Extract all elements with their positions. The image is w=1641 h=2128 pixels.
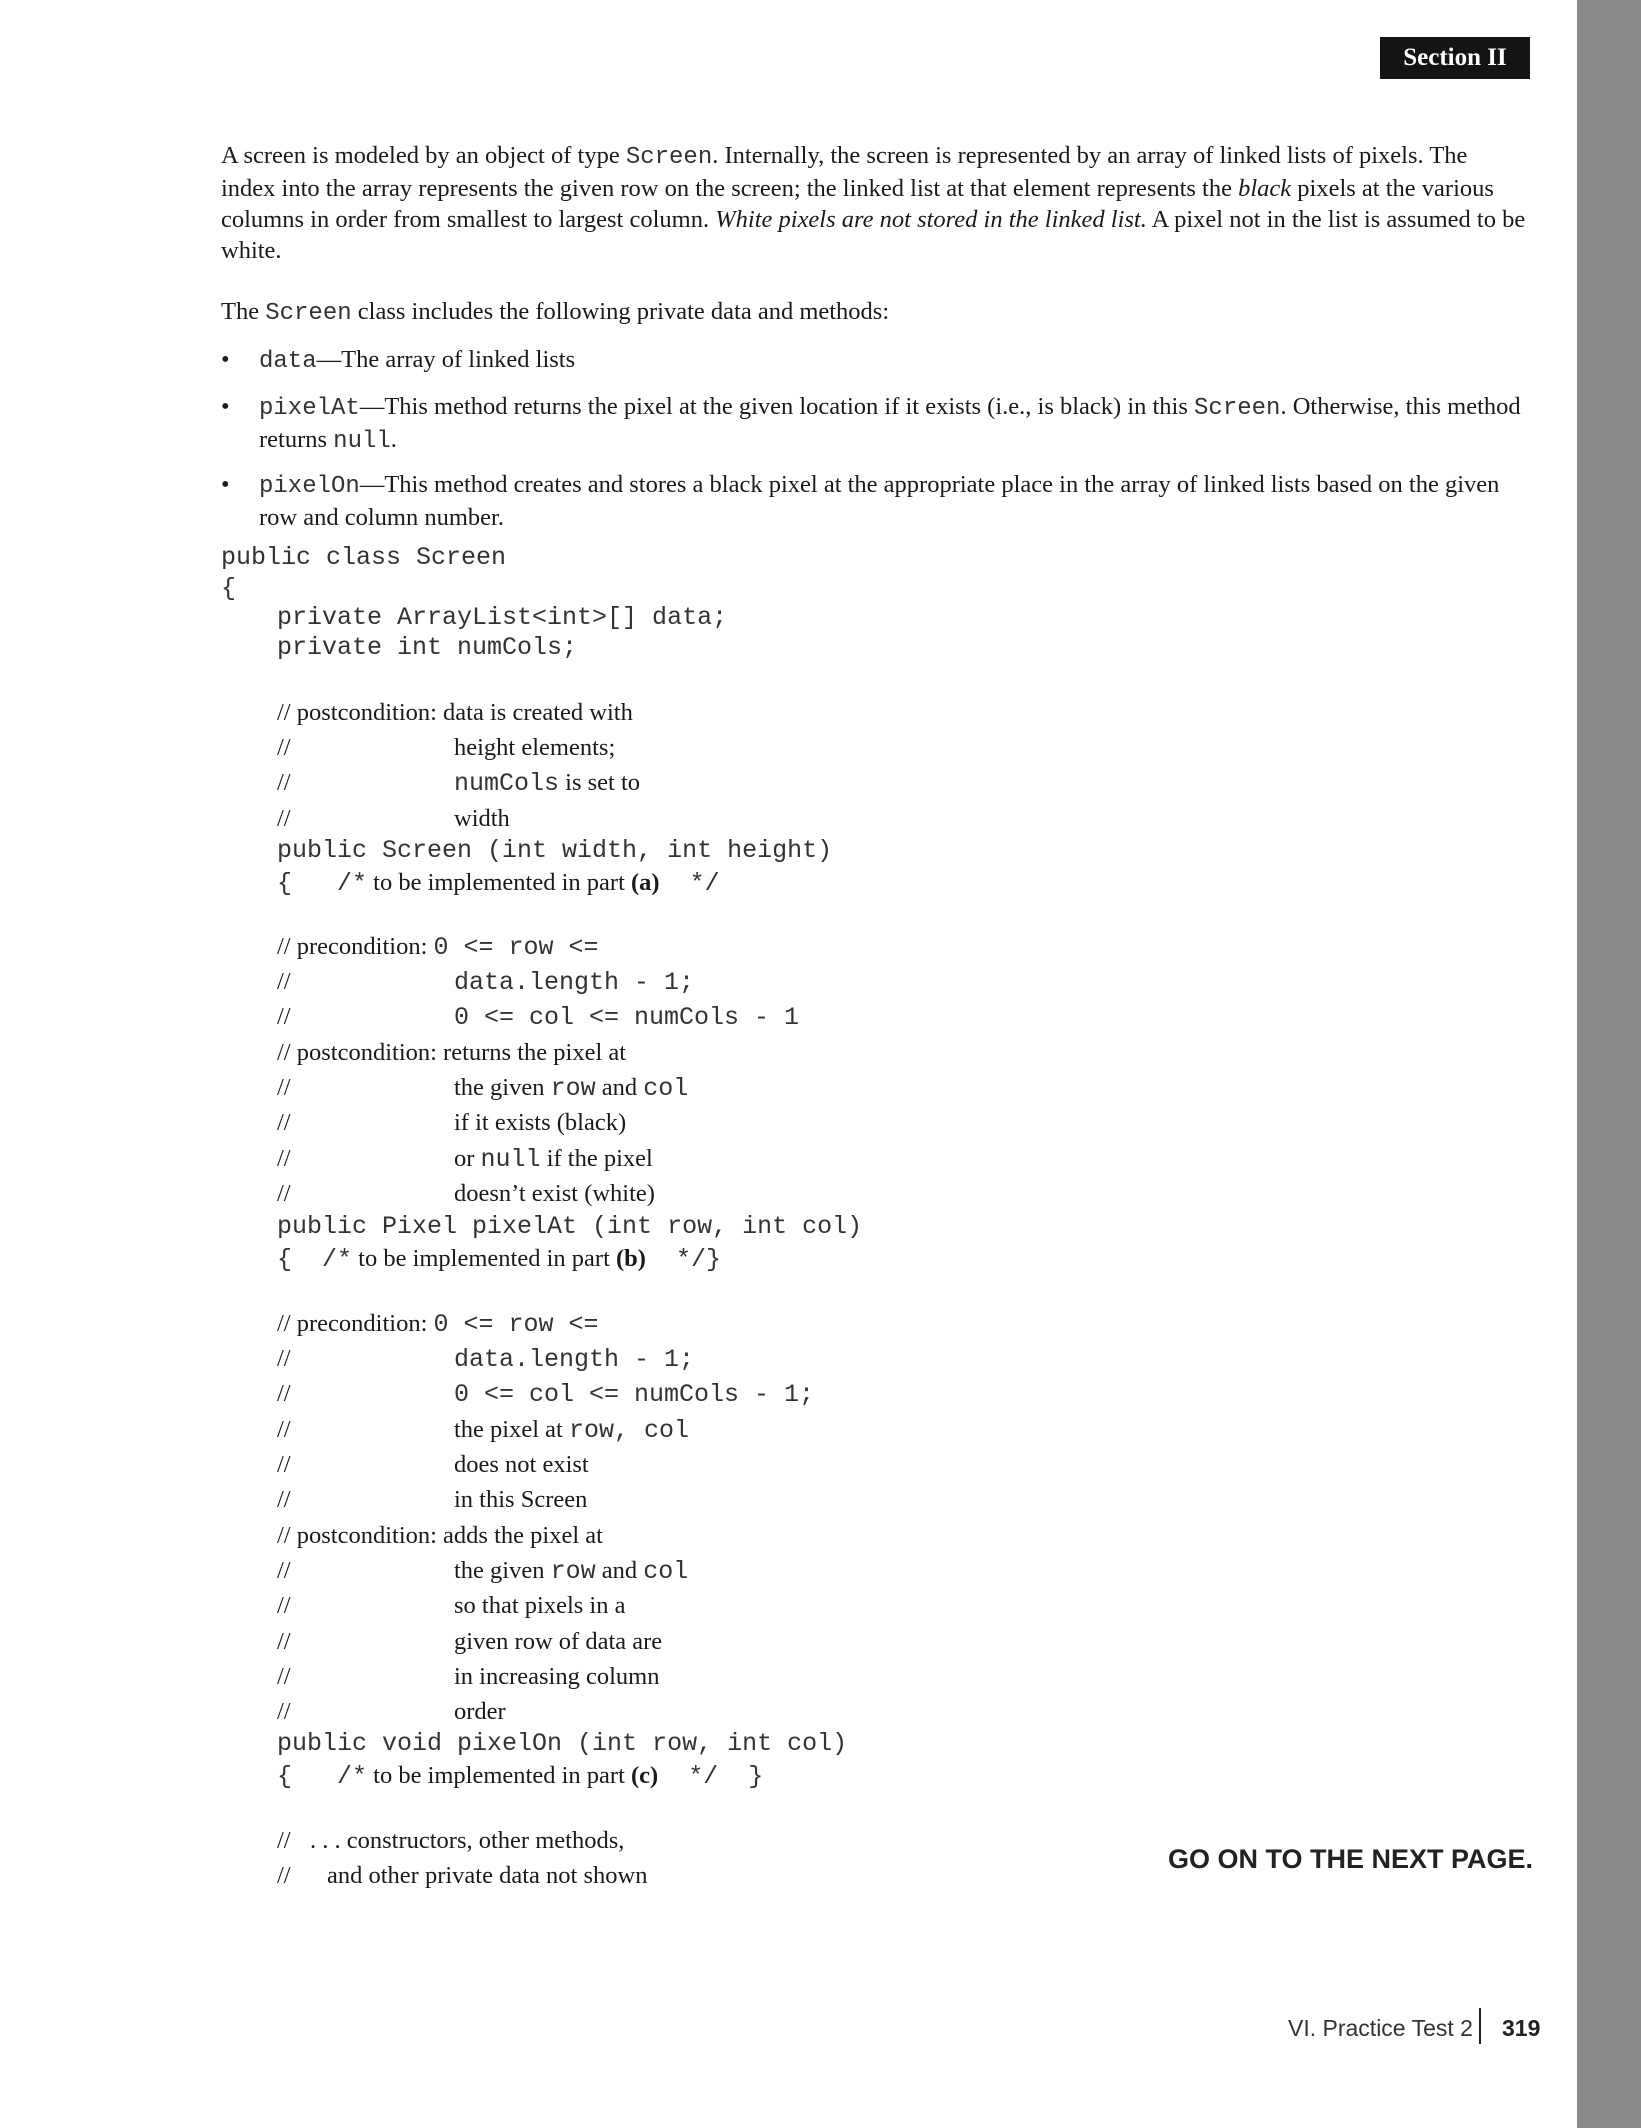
comment-line: the given row and col bbox=[454, 1557, 689, 1586]
comment-slash: // bbox=[277, 1109, 291, 1136]
comment-line: the given row and col bbox=[454, 1074, 689, 1103]
code-field-numcols: private int numCols; bbox=[277, 633, 578, 662]
code-class-decl: public class Screen bbox=[221, 543, 507, 572]
comment-slash: // bbox=[277, 1180, 291, 1207]
comment-slash: // bbox=[277, 1416, 291, 1443]
code-pixelon-sig: public void pixelOn (int row, int col) bbox=[277, 1729, 848, 1758]
comment-line: // postcondition: adds the pixel at bbox=[277, 1522, 603, 1549]
comment-line: order bbox=[454, 1698, 506, 1725]
comment-slash: // bbox=[277, 1698, 291, 1725]
comment-line: // postcondition: data is created with bbox=[277, 699, 633, 726]
comment-line: in increasing column bbox=[454, 1663, 660, 1690]
comment-line: 0 <= col <= numCols - 1; bbox=[454, 1380, 815, 1409]
comment-slash: // bbox=[277, 1345, 291, 1372]
comment-slash: // bbox=[277, 1380, 291, 1407]
comment-line: given row of data are bbox=[454, 1628, 663, 1655]
comment-slash: // bbox=[277, 1557, 291, 1584]
code-pixelat-sig: public Pixel pixelAt (int row, int col) bbox=[277, 1212, 863, 1241]
comment-slash: // bbox=[277, 968, 291, 995]
comment-slash: // bbox=[277, 1074, 291, 1101]
comment-slash: // bbox=[277, 734, 291, 761]
bullet-pixelat: • pixelAt—This method returns the pixel at the given location if it exists (i.e., is black) in this Screen. Otherwise, this method returns null. bbox=[221, 393, 1521, 455]
comment-line: numCols is set to bbox=[454, 769, 641, 798]
code-constructor-body: { /* to be implemented in part (a) */ bbox=[277, 869, 720, 898]
comment-slash: // bbox=[277, 1592, 291, 1619]
comment-line: // precondition: 0 <= row <= bbox=[277, 933, 599, 962]
comment-line: 0 <= col <= numCols - 1 bbox=[454, 1003, 800, 1032]
comment-line: does not exist bbox=[454, 1451, 589, 1478]
code-pixelat-body: { /* to be implemented in part (b) */} bbox=[277, 1245, 721, 1274]
intro-paragraph: A screen is modeled by an object of type Screen. Internally, the screen is represented by an array of linked lists of pixels. The index into the array represents the given row on the screen; the linked list at that element represents the black pixels at the various columns in order from smallest to largest column. White pixels are not stored in the linked list. A pixel not in the list is assumed to be white. bbox=[221, 142, 1526, 264]
page-number: 319 bbox=[1502, 2015, 1541, 2041]
comment-line: doesn’t exist (white) bbox=[454, 1180, 655, 1207]
comment-slash: // bbox=[277, 1827, 291, 1854]
comment-line: or null if the pixel bbox=[454, 1145, 653, 1174]
comment-slash: // bbox=[277, 1145, 291, 1172]
comment-line: // postcondition: returns the pixel at bbox=[277, 1039, 627, 1066]
bullet-data: • data—The array of linked lists bbox=[221, 346, 576, 375]
comment-line: data.length - 1; bbox=[454, 968, 695, 997]
comment-line: height elements; bbox=[454, 734, 616, 761]
comment-slash: // bbox=[277, 1628, 291, 1655]
comment-slash: // bbox=[277, 1451, 291, 1478]
comment-line: // precondition: 0 <= row <= bbox=[277, 1310, 599, 1339]
comment-line: if it exists (black) bbox=[454, 1109, 627, 1136]
code-open-brace: { bbox=[221, 574, 237, 603]
comment-line: in this Screen bbox=[454, 1486, 588, 1513]
comment-line: width bbox=[454, 805, 510, 832]
comment-line: so that pixels in a bbox=[454, 1592, 626, 1619]
bullet-pixelon: • pixelOn—This method creates and stores a black pixel at the appropriate place in the array of linked lists based on the given row and column number. bbox=[221, 471, 1500, 531]
footer-divider bbox=[1479, 2008, 1481, 2044]
code-constructor-sig: public Screen (int width, int height) bbox=[277, 836, 833, 865]
comment-slash: // bbox=[277, 1003, 291, 1030]
go-on-next-page: GO ON TO THE NEXT PAGE. bbox=[1168, 1844, 1534, 1874]
class-description: The Screen class includes the following private data and methods: bbox=[221, 298, 890, 327]
comment-slash: // bbox=[277, 1486, 291, 1513]
comment-slash: // bbox=[277, 805, 291, 832]
comment-line: data.length - 1; bbox=[454, 1345, 695, 1374]
comment-slash: // bbox=[277, 1663, 291, 1690]
section-tab: Section II bbox=[1380, 37, 1530, 79]
comment-line: the pixel at row, col bbox=[454, 1416, 690, 1445]
comment-slash: // bbox=[277, 1862, 291, 1889]
code-field-data: private ArrayList<int>[] data; bbox=[277, 603, 728, 632]
code-pixelon-body: { /* to be implemented in part (c) */ } bbox=[277, 1762, 764, 1791]
comment-line: . . . constructors, other methods, bbox=[310, 1827, 625, 1854]
comment-line: and other private data not shown bbox=[327, 1862, 648, 1889]
chapter-label: VI. Practice Test 2 bbox=[1288, 2015, 1473, 2041]
comment-slash: // bbox=[277, 769, 291, 796]
